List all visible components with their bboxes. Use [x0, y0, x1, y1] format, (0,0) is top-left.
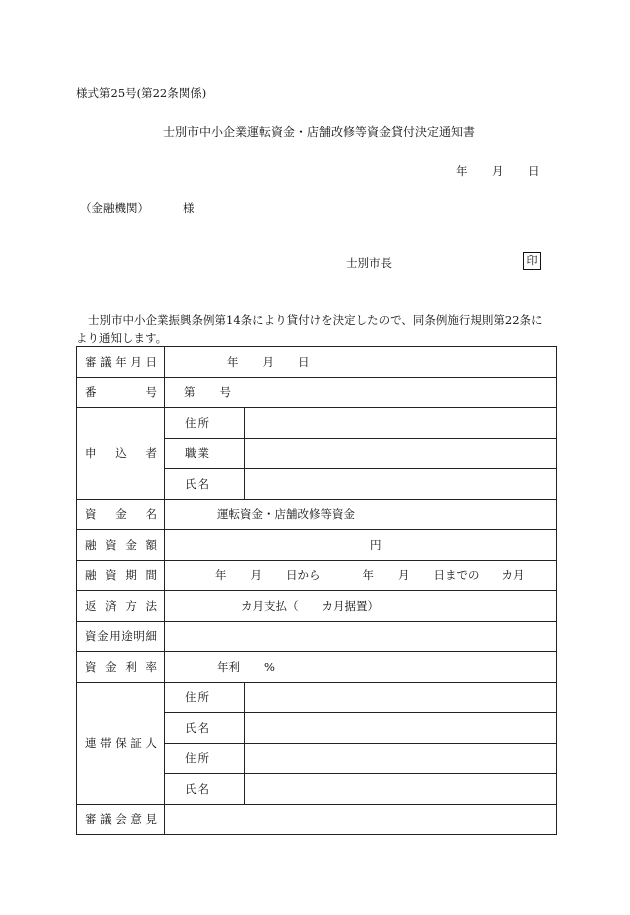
- fund-name-text: 運転資金・店舗改修等資金: [217, 507, 355, 522]
- table-row: [77, 591, 557, 622]
- fund-name-value: [165, 499, 557, 530]
- loan-decision-table: [76, 346, 557, 835]
- table-row: [77, 377, 557, 408]
- applicant-occupation-label: 職業: [165, 438, 245, 469]
- guarantor1-name-label: 氏名: [165, 713, 245, 744]
- period-end-day: 日までの: [433, 568, 480, 583]
- period-end-month: 月: [398, 568, 410, 583]
- interest-percent: %: [264, 659, 275, 674]
- notice-text-line2: より通知します。: [76, 331, 168, 345]
- number-prefix: 第: [184, 385, 196, 400]
- applicant-occupation-field: [245, 438, 557, 469]
- period-start-day: 日から: [286, 568, 321, 583]
- applicant-label: 申込者: [77, 408, 165, 500]
- purpose-label: 資金用途明細: [77, 621, 165, 652]
- guarantor-label: 連帯保証人: [77, 682, 165, 804]
- table-row: [77, 499, 557, 530]
- table-row: [77, 530, 557, 561]
- period-months: カ月: [501, 568, 525, 583]
- table-row: [77, 652, 557, 683]
- recipient-honorific: 様: [183, 201, 195, 215]
- guarantor1-address-field: [245, 682, 557, 713]
- repayment-label: 返済方法: [77, 591, 165, 622]
- number-suffix: 号: [219, 385, 231, 400]
- deliberation-date-value: [165, 347, 557, 378]
- interest-value: [165, 652, 557, 683]
- date-year: 年: [456, 164, 468, 178]
- fund-name-label: 資金名: [77, 499, 165, 530]
- applicant-name-label: 氏名: [165, 469, 245, 500]
- guarantor1-name-field: [245, 713, 557, 744]
- council-opinion-field: [165, 804, 557, 835]
- purpose-field: [165, 621, 557, 652]
- issuer-name: 士別市長: [346, 256, 392, 270]
- loan-amount-unit: 円: [370, 537, 382, 552]
- table-row: [77, 560, 557, 591]
- loan-period-value: [165, 560, 557, 591]
- table-row: [77, 347, 557, 378]
- number-value: [165, 377, 557, 408]
- table-row: [77, 621, 557, 652]
- applicant-address-field: [245, 408, 557, 439]
- table-row: [77, 682, 557, 713]
- period-end-year: 年: [362, 568, 374, 583]
- period-start-year: 年: [215, 568, 227, 583]
- loan-amount-value: [165, 530, 557, 561]
- table-row: [77, 408, 557, 439]
- applicant-name-field: [245, 469, 557, 500]
- guarantor2-address-label: 住所: [165, 743, 245, 774]
- council-opinion-label: 審議会意見: [77, 804, 165, 835]
- document-title: 士別市中小企業運転資金・店舗改修等資金貸付決定通知書: [163, 125, 476, 139]
- deliberation-date-label: 審議年月日: [77, 347, 165, 378]
- repayment-text: カ月支払（ カ月据置）: [241, 598, 379, 613]
- date-month: 月: [492, 164, 504, 178]
- deliberation-year: 年: [227, 354, 239, 369]
- guarantor2-name-field: [245, 774, 557, 805]
- loan-amount-label: 融資金額: [77, 530, 165, 561]
- interest-label: 資金利率: [77, 652, 165, 683]
- notice-text-line1: 士別市中小企業振興条例第14条により貸付けを決定したので、同条例施行規則第22条に: [88, 313, 543, 327]
- deliberation-month: 月: [262, 354, 274, 369]
- deliberation-day: 日: [298, 354, 310, 369]
- guarantor1-address-label: 住所: [165, 682, 245, 713]
- number-label: 番号: [77, 377, 165, 408]
- form-number: 様式第25号(第22条関係): [76, 86, 207, 100]
- interest-prefix: 年利: [217, 659, 240, 674]
- guarantor2-name-label: 氏名: [165, 774, 245, 805]
- applicant-address-label: 住所: [165, 408, 245, 439]
- seal-stamp: 印: [523, 252, 541, 270]
- repayment-value: [165, 591, 557, 622]
- period-start-month: 月: [250, 568, 262, 583]
- recipient-label: （金融機関）: [80, 201, 149, 215]
- loan-period-label: 融資期間: [77, 560, 165, 591]
- date-day: 日: [528, 164, 540, 178]
- guarantor2-address-field: [245, 743, 557, 774]
- table-row: [77, 804, 557, 835]
